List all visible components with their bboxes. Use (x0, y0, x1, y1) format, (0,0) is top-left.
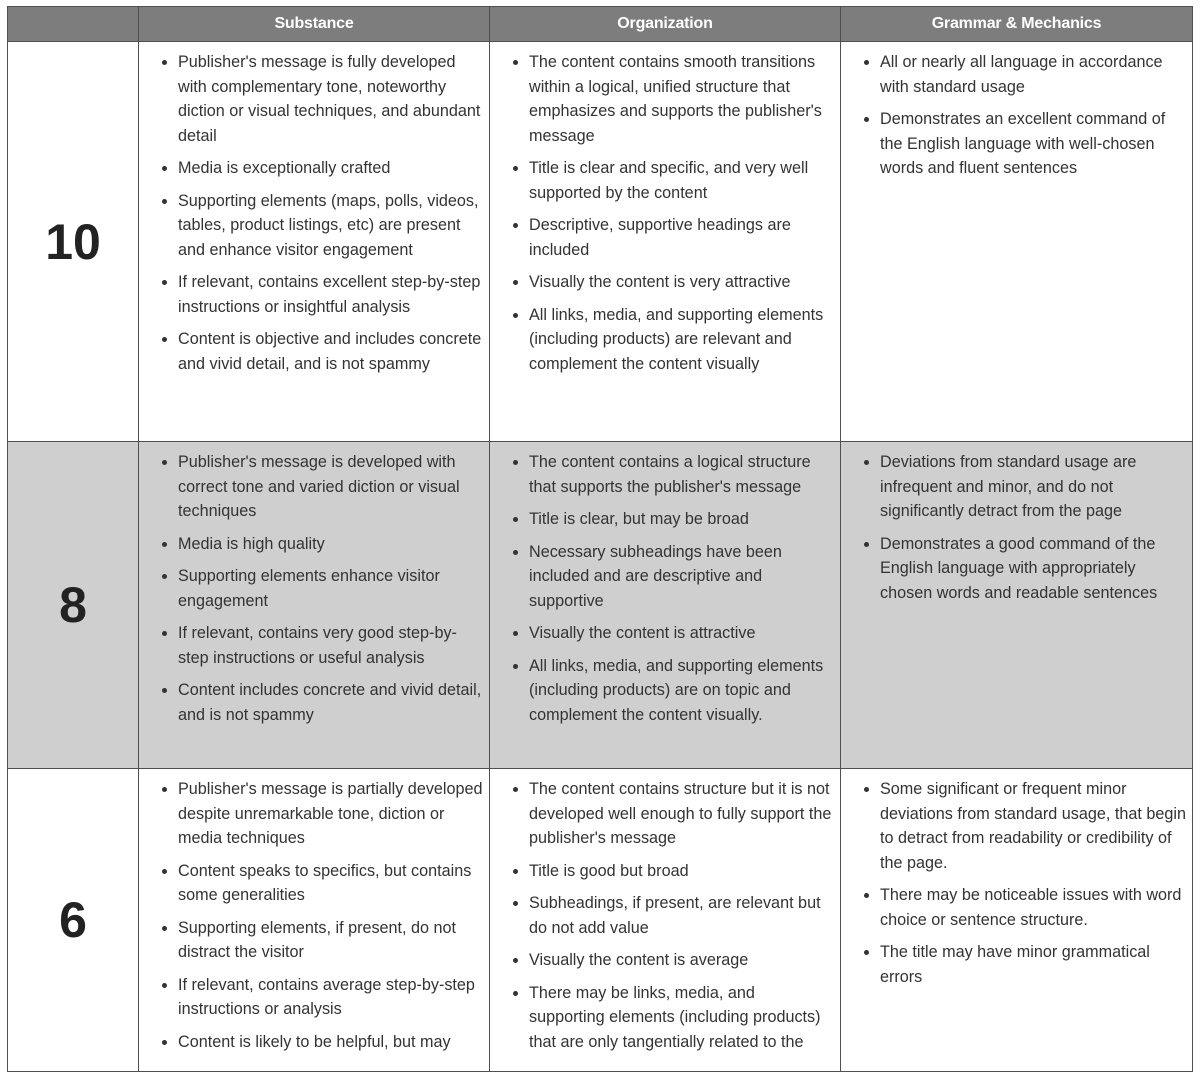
criteria-item: • Title is good but broad (529, 859, 834, 884)
criteria-list (139, 442, 489, 737)
criteria-item: • Content is objective and includes concrete and vivid detail, and is not spammy (178, 327, 483, 376)
criteria-item: • Demonstrates a good command of the English language with appropriately chosen words and readable sentences (880, 532, 1186, 606)
organization-cell (490, 769, 841, 1072)
criteria-item: • The content contains structure but it is not developed well enough to fully support the publisher's message (529, 777, 834, 851)
score-value: 10 (8, 42, 139, 442)
criteria-item: • Media is exceptionally crafted (178, 156, 483, 181)
substance-cell (139, 442, 490, 769)
criteria-item: • If relevant, contains excellent step-by-step instructions or insightful analysis (178, 270, 483, 319)
criteria-item: • Deviations from standard usage are infrequent and minor, and do not significantly detract from the page (880, 450, 1186, 524)
criteria-item: • All links, media, and supporting elements (including products) are relevant and complement the content visually (529, 303, 834, 377)
criteria-list (490, 42, 840, 386)
criteria-item: • There may be links, media, and supporting elements (including products) that are only tangentially related to the (529, 981, 834, 1055)
header-corner (8, 7, 139, 42)
criteria-item: • There may be noticeable issues with word choice or sentence structure. (880, 883, 1186, 932)
criteria-list (841, 442, 1192, 615)
criteria-list (841, 769, 1192, 999)
header-row (8, 7, 1193, 42)
criteria-item: • Publisher's message is partially developed despite unremarkable tone, diction or media techniques (178, 777, 483, 851)
criteria-item: • Descriptive, supportive headings are included (529, 213, 834, 262)
criteria-item: • The title may have minor grammatical errors (880, 940, 1186, 989)
criteria-item: • Subheadings, if present, are relevant but do not add value (529, 891, 834, 940)
criteria-item: • Supporting elements, if present, do not distract the visitor (178, 916, 483, 965)
score-value: 6 (8, 769, 139, 1072)
score-row-6 (8, 769, 1193, 1072)
criteria-item: • Publisher's message is developed with correct tone and varied diction or visual techniques (178, 450, 483, 524)
criteria-list (841, 42, 1192, 191)
criteria-item: • Media is high quality (178, 532, 483, 557)
rubric-table (7, 6, 1193, 1072)
criteria-item: • All or nearly all language in accordance with standard usage (880, 50, 1186, 99)
criteria-item: • Content includes concrete and vivid detail, and is not spammy (178, 678, 483, 727)
criteria-item: • Supporting elements (maps, polls, videos, tables, product listings, etc) are present and enhance visitor engagement (178, 189, 483, 263)
criteria-item: • Supporting elements enhance visitor engagement (178, 564, 483, 613)
criteria-item: • Publisher's message is fully developed with complementary tone, noteworthy diction or visual techniques, and abundant detail (178, 50, 483, 148)
criteria-item: • If relevant, contains very good step-by-step instructions or useful analysis (178, 621, 483, 670)
criteria-item: • If relevant, contains average step-by-step instructions or analysis (178, 973, 483, 1022)
criteria-list (490, 442, 840, 737)
grammar-cell (841, 442, 1193, 769)
grammar-cell (841, 769, 1193, 1072)
criteria-item: • Content is likely to be helpful, but may (178, 1030, 483, 1055)
organization-cell (490, 42, 841, 442)
criteria-item: • Necessary subheadings have been included and are descriptive and supportive (529, 540, 834, 614)
criteria-item: • The content contains smooth transitions within a logical, unified structure that emphasizes and supports the publisher's message (529, 50, 834, 148)
criteria-item: • The content contains a logical structure that supports the publisher's message (529, 450, 834, 499)
grammar-cell (841, 42, 1193, 442)
header-organization: Organization (490, 7, 841, 42)
criteria-item: • Some significant or frequent minor deviations from standard usage, that begin to detract from readability or credibility of the page. (880, 777, 1186, 875)
criteria-item: • Visually the content is attractive (529, 621, 834, 646)
criteria-item: • Content speaks to specifics, but contains some generalities (178, 859, 483, 908)
criteria-item: • Title is clear and specific, and very well supported by the content (529, 156, 834, 205)
criteria-item: • Visually the content is very attractive (529, 270, 834, 295)
score-row-8 (8, 442, 1193, 769)
score-value: 8 (8, 442, 139, 769)
score-row-10 (8, 42, 1193, 442)
criteria-list (139, 769, 489, 1064)
criteria-item: • Title is clear, but may be broad (529, 507, 834, 532)
criteria-item: • Visually the content is average (529, 948, 834, 973)
criteria-item: • All links, media, and supporting elements (including products) are on topic and complement the content visually. (529, 654, 834, 728)
header-grammar-mechanics: Grammar & Mechanics (841, 7, 1193, 42)
criteria-list (139, 42, 489, 386)
substance-cell (139, 42, 490, 442)
criteria-item: • Demonstrates an excellent command of the English language with well-chosen words and fluent sentences (880, 107, 1186, 181)
header-substance: Substance (139, 7, 490, 42)
organization-cell (490, 442, 841, 769)
substance-cell (139, 769, 490, 1072)
criteria-list (490, 769, 840, 1064)
